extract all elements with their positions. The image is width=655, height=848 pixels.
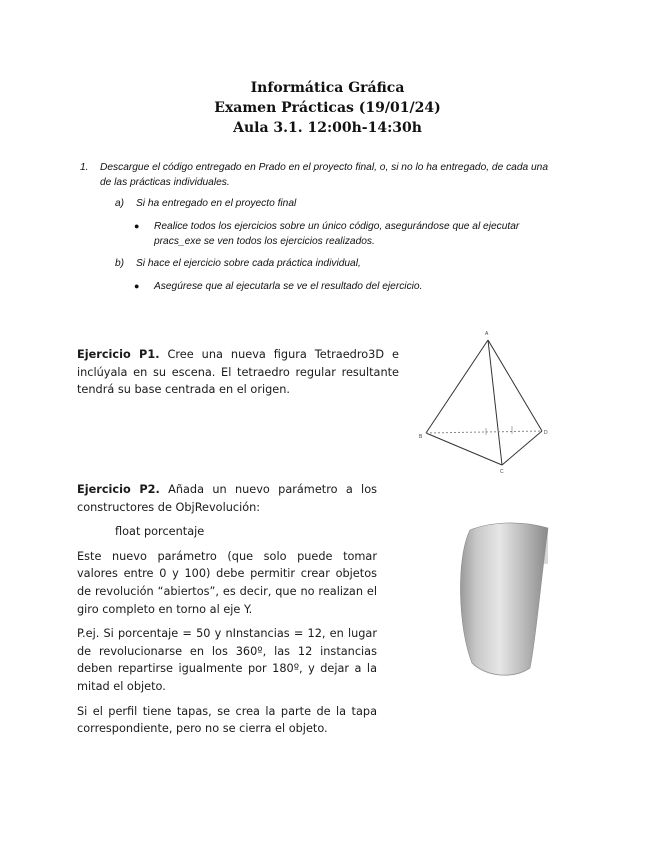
- sub-item-b-text: Si hace el ejercicio sobre cada práctica individual,: [136, 258, 361, 269]
- exercise-p2-body: Añada un nuevo parámetro a los constructores de ObjRevolución:: [77, 483, 377, 514]
- exercise-p2-paragraph-2: Este nuevo parámetro (que solo puede tomar valores entre 0 y 100) debe permitir crear objetos de revolución “abiertos”, es decir, que no realizan el giro completo en torno al eje Y.: [77, 549, 377, 616]
- sub-item-a-text: Si ha entregado en el proyecto final: [136, 198, 297, 209]
- exam-title: Examen Prácticas (19/01/24): [214, 100, 441, 116]
- bullet-text-line2: pracs_exe se ven todos los ejercicios realizados.: [154, 236, 375, 247]
- exercise-p1-text: [77, 346, 399, 399]
- exercise-p2-parameter: float porcentaje: [115, 525, 205, 539]
- exam-room-time: Aula 3.1. 12:00h-14:30h: [233, 120, 422, 136]
- instructions-list: [78, 160, 588, 294]
- edge-ac: [488, 340, 502, 465]
- cylinder-outer-surface: [460, 523, 548, 675]
- sub-item-a: [100, 196, 588, 211]
- instruction-number: 1.: [80, 162, 89, 173]
- exercise-p2-intro: [77, 481, 377, 516]
- vertex-label-b: B: [419, 434, 423, 440]
- exam-header: [0, 78, 655, 138]
- exercise-p2-title: Ejercicio P2.: [77, 483, 160, 496]
- tetrahedron-edges: [426, 340, 542, 465]
- half-cylinder-figure: [450, 518, 560, 683]
- exercise-p1-title: Ejercicio P1.: [77, 348, 160, 361]
- sub-item-b-letter: b): [115, 258, 125, 269]
- instruction-item-1: [78, 160, 588, 294]
- exercise-p2-paragraph-3: P.ej. Si porcentaje = 50 y nInstancias = 12, en lugar de revolucionarse en los 360º, las 12 instancias deben repartirse igualmente por 180º, y dejar a la mitad el objeto.: [77, 627, 377, 693]
- edge-cd: [502, 431, 542, 465]
- vertex-label-d: D: [544, 430, 548, 436]
- exercise-p2: [77, 481, 377, 738]
- course-title: Informática Gráfica: [250, 80, 405, 96]
- bullet-text: Asegúrese que al ejecutarla se ve el resultado del ejercicio.: [154, 281, 423, 292]
- vertex-label-a: A: [485, 331, 489, 337]
- edge-bd-hidden: [426, 431, 542, 433]
- edge-ad: [488, 340, 542, 431]
- bullet-icon: ●: [134, 221, 140, 231]
- vertex-label-c: C: [500, 469, 504, 475]
- bullet-text-line1: Realice todos los ejercicios sobre un único código, asegurándose que al ejecutar: [154, 221, 520, 232]
- exercise-p1: [77, 346, 399, 399]
- exercise-p1-body: Cree una nueva figura Tetraedro3D e inclúyala en su escena. El tetraedro regular resultante tendrá su base centrada en el origen.: [77, 348, 399, 397]
- tetrahedron-figure: [415, 328, 555, 478]
- bullet-icon: ●: [134, 281, 140, 291]
- exercise-p2-paragraph-4: Si el perfil tiene tapas, se crea la parte de la tapa correspondiente, pero no se cierra el objeto.: [77, 704, 377, 736]
- sub-item-a-bullet: [100, 219, 588, 249]
- sub-item-a-letter: a): [115, 198, 125, 209]
- edge-ab: [426, 340, 488, 433]
- instruction-text-line2: de las prácticas individuales.: [100, 177, 230, 188]
- edge-bc: [426, 433, 502, 465]
- sub-item-b: [100, 256, 588, 271]
- sub-item-b-bullet: [100, 279, 588, 294]
- instruction-text-line1: Descargue el código entregado en Prado en el proyecto final, o, si no lo ha entregado, de cada una: [100, 162, 548, 173]
